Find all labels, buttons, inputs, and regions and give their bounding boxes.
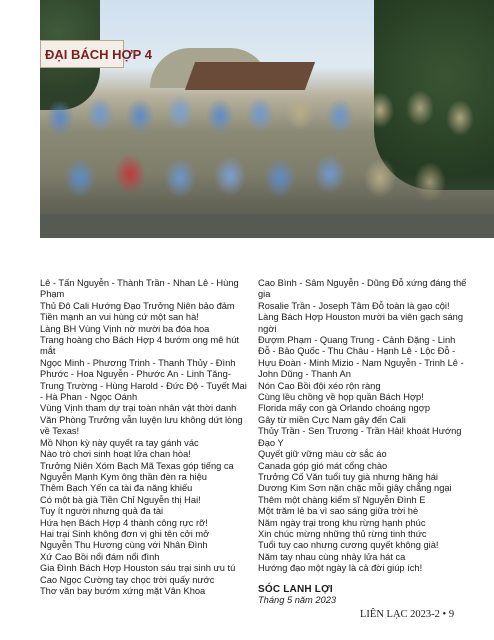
signature-date: Tháng 5 năm 2023 (258, 594, 337, 605)
poem-line: Lê - Tấn Nguyễn - Thành Trần - Nhan Lê - Hùng Phạm (40, 278, 239, 300)
signature-name: SÓC LANH LỢI (258, 583, 333, 595)
poem-line: Xứ Cao Bồi nổi đám nổi đình (40, 551, 160, 562)
poem-line: Văn Phòng Trưởng vẫn luyện lưu không dứt lòng về Texas! (40, 414, 243, 437)
poem-line: Cao Bình - Sâm Nguyễn - Dũng Đỗ xứng đáng thế gia (258, 278, 467, 300)
poem-line: Hai trại Sinh không đơn vị ghi tên cởi mở (40, 528, 210, 539)
poem-line: Nào trò chơi sinh hoạt lửa chan hòa! (40, 449, 191, 460)
poem-line: Làng Bách Hợp Houston mười ba viên gạch sáng ngời (258, 312, 463, 334)
poem-line: Canada góp gió mát cổng chào (258, 460, 388, 471)
ground (40, 214, 494, 238)
poem-line: Gây từ miền Cực Nam gây đến Cali (258, 414, 406, 425)
poem-line: Trưởng Cố Văn tuổi tuy già nhưng hăng hái (258, 471, 438, 482)
poem-line: Nón Cao Bồi đội xéo rộn ràng (258, 380, 381, 391)
poem-line: Gia Đình Bách Hợp Houston sáu trại sinh ưu tú (40, 563, 236, 574)
poem-line: Ngọc Minh - Phương Trinh - Thanh Thủy - Đình Phước - Hoa Nguyễn - Phước An - Linh Tăng-Trung Trường - Hùng Harold - Đức Độ - Tuyết Mai - Hà Phan - Ngọc Oánh (40, 357, 247, 403)
poem-line: Tuổi tuy cao nhưng cương quyết không già! (258, 540, 439, 551)
poem-line: Thủ Đô Cali Hướng Đạo Trưởng Niên bảo đảm (40, 300, 235, 311)
poem-line: Có một bà già Tiền Chỉ Nguyễn thị Hai! (40, 494, 201, 505)
poem-line: Xin chúc mừng những thủ rừng tinh thức (258, 528, 427, 539)
poem-line: Tiền mạnh an vui hùng cứ một san hà! (40, 312, 199, 323)
poem-line: Mồ Nhọn kỳ này quyết ra tay gánh vác (40, 437, 199, 448)
poem-line: Năm ngày trại trong khu rừng hạnh phúc (258, 517, 426, 528)
poem-column-left (40, 278, 248, 597)
poem-line: Quyết giữ vững màu cờ sắc áo (258, 449, 387, 460)
poem-line: Nguyễn Mạnh Kym ông thần đèn ra hiệu (40, 471, 207, 482)
poem-line: Vùng Vịnh tham dự trại toàn nhân vật thời danh (40, 403, 237, 414)
poem-line: Năm tay nhau cùng nhảy lửa hát ca (258, 551, 406, 562)
poem-line: Một trăm lẻ ba vì sao sáng giữa trời hè (258, 506, 419, 517)
poem-column-right (258, 278, 468, 606)
poem-line: Thủy Trần - Sen Trương - Trần Hải! khoát Hướng Đạo Y (258, 426, 462, 448)
poem-line: Hứa hẹn Bách Hợp 4 thành công rực rỡ! (40, 517, 208, 528)
camp-sign: ĐẠI BÁCH HỢP 4 (40, 40, 124, 68)
poem-line: Thơ văn bay bướm xứng mặt Vân Khoa (40, 585, 206, 596)
poem-line: Trưởng Niên Xóm Bạch Mã Texas góp tiếng ca (40, 460, 234, 471)
poem-line: Nguyễn Thu Hương cùng với Nhân Đình (40, 540, 208, 551)
poem-line: Thêm Bạch Yến ca tài đa năng khiếu (40, 483, 193, 494)
poem-line: Rosalie Trần - Joseph Tâm Đỗ toàn là gạo cội! (258, 300, 450, 311)
poem-line: Tuy ít người nhưng quả đa tài (40, 506, 164, 517)
poem-line: Hướng đạo một ngày là cả đời giúp ích! (258, 563, 423, 574)
poem-line: Thêm một chàng kiếm sĩ Nguyễn Đình E (258, 494, 426, 505)
poem-line: Dương Kim Sơn nặn chặc mỗi giây chẳng ngại (258, 483, 452, 494)
poem-line: Trang hoàng cho Bách Hợp 4 bướm ong mê hút mắt (40, 335, 239, 357)
poem-line: Đượm Phạm - Quang Trung - Cảnh Đặng - Linh Đỗ - Bảo Quốc - Thu Châu - Hạnh Lê - Lộc Đỗ - Hựu Đoàn - Minh Mizio - Nam Nguyễn - Trinh Lê - John Dũng - Thanh An (258, 335, 464, 380)
poem-line: Cùng lều chồng về họp quần Bách Hợp! (258, 392, 424, 403)
poem-line: Florida mấy con gà Orlando choáng ngợp (258, 403, 430, 414)
group-photo (40, 0, 494, 238)
page-footer: LIÊN LẠC 2023-2 • 9 (360, 609, 455, 620)
poem-line: Làng BH Vùng Vịnh nờ mười ba đóa hoa (40, 323, 210, 334)
poem-line: Cao Ngọc Cường tay chọc trời quấy nước (40, 574, 215, 585)
